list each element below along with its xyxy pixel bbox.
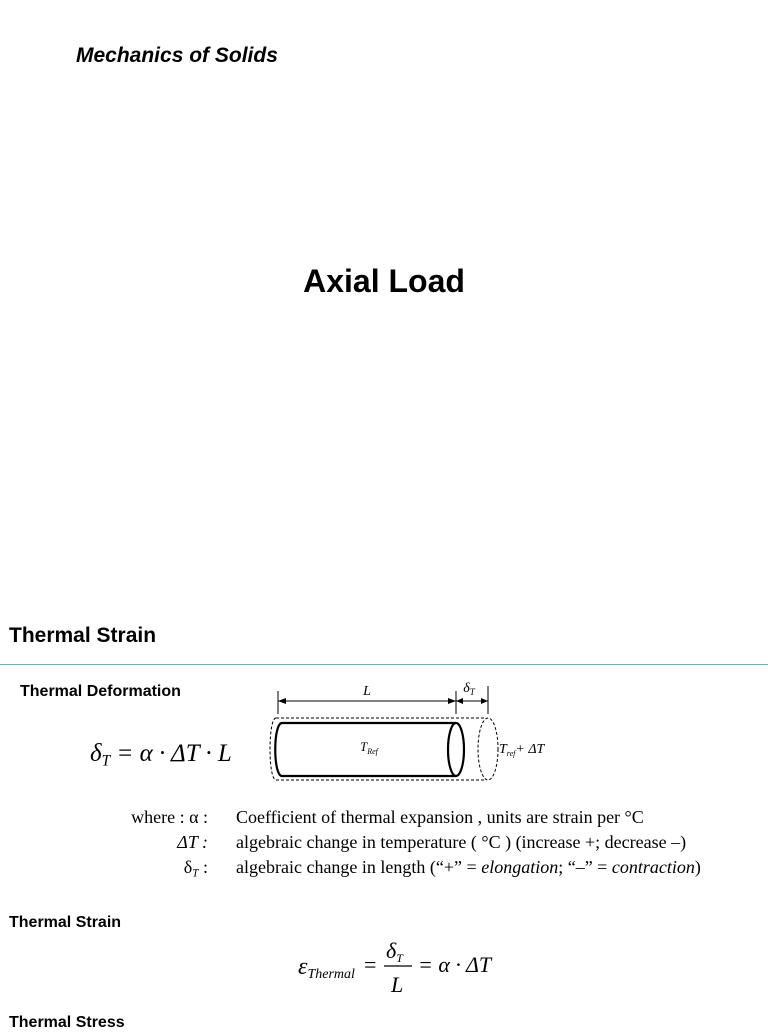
strain-lhs: εThermal xyxy=(298,954,355,982)
strain-equals: = xyxy=(364,952,377,977)
section-title: Thermal Strain xyxy=(9,624,157,647)
course-title: Mechanics of Solids xyxy=(76,44,278,67)
t-ref-label: $T_{Ref}$ xyxy=(360,739,378,756)
thermal-deformation-heading: Thermal Deformation xyxy=(20,683,181,700)
where-symbol-alpha: where : α : xyxy=(131,807,208,827)
slide-title: Axial Load xyxy=(303,263,465,299)
delta-arrow-left xyxy=(456,698,463,704)
thermal-stress-heading: Thermal Stress xyxy=(9,1014,125,1031)
strain-numerator: δT xyxy=(386,938,403,965)
equation-lhs-subscript: T xyxy=(101,752,111,770)
length-arrow-right xyxy=(448,698,456,704)
where-symbol-delta-t: ΔT : xyxy=(177,832,208,852)
rod-left-cap xyxy=(275,723,282,776)
delta-arrow-right xyxy=(481,698,488,704)
expanded-rod-end xyxy=(478,718,498,780)
t-ref-delta-label: $T_{ref}+ \Delta T$ xyxy=(499,742,545,758)
strain-rhs: = α · ΔT xyxy=(418,952,492,977)
thermal-strain-equation xyxy=(298,936,508,1000)
length-arrow-left xyxy=(278,698,286,704)
equation-rhs: = α · ΔT · L xyxy=(116,740,232,767)
thermal-deformation-equation xyxy=(90,740,232,771)
where-description-delta-t: algebraic change in temperature ( °C ) (increase +; decrease –) xyxy=(236,832,687,852)
equation-lhs: δ xyxy=(90,740,102,767)
where-symbol-delta-length: $\delta_T$ : xyxy=(183,857,208,880)
strain-denominator: L xyxy=(391,972,404,997)
rod-end xyxy=(448,723,464,776)
thermal-expansion-diagram xyxy=(266,674,566,794)
section-divider xyxy=(0,664,768,665)
delta-label: $\delta_T$ xyxy=(463,681,475,697)
thermal-strain-heading: Thermal Strain xyxy=(9,914,122,931)
where-description-delta-length: algebraic change in length (“+” = elongation; “–” = contraction) xyxy=(236,857,701,877)
where-description-alpha: Coefficient of thermal expansion , units are strain per °C xyxy=(236,807,644,827)
length-label: L xyxy=(363,684,371,699)
